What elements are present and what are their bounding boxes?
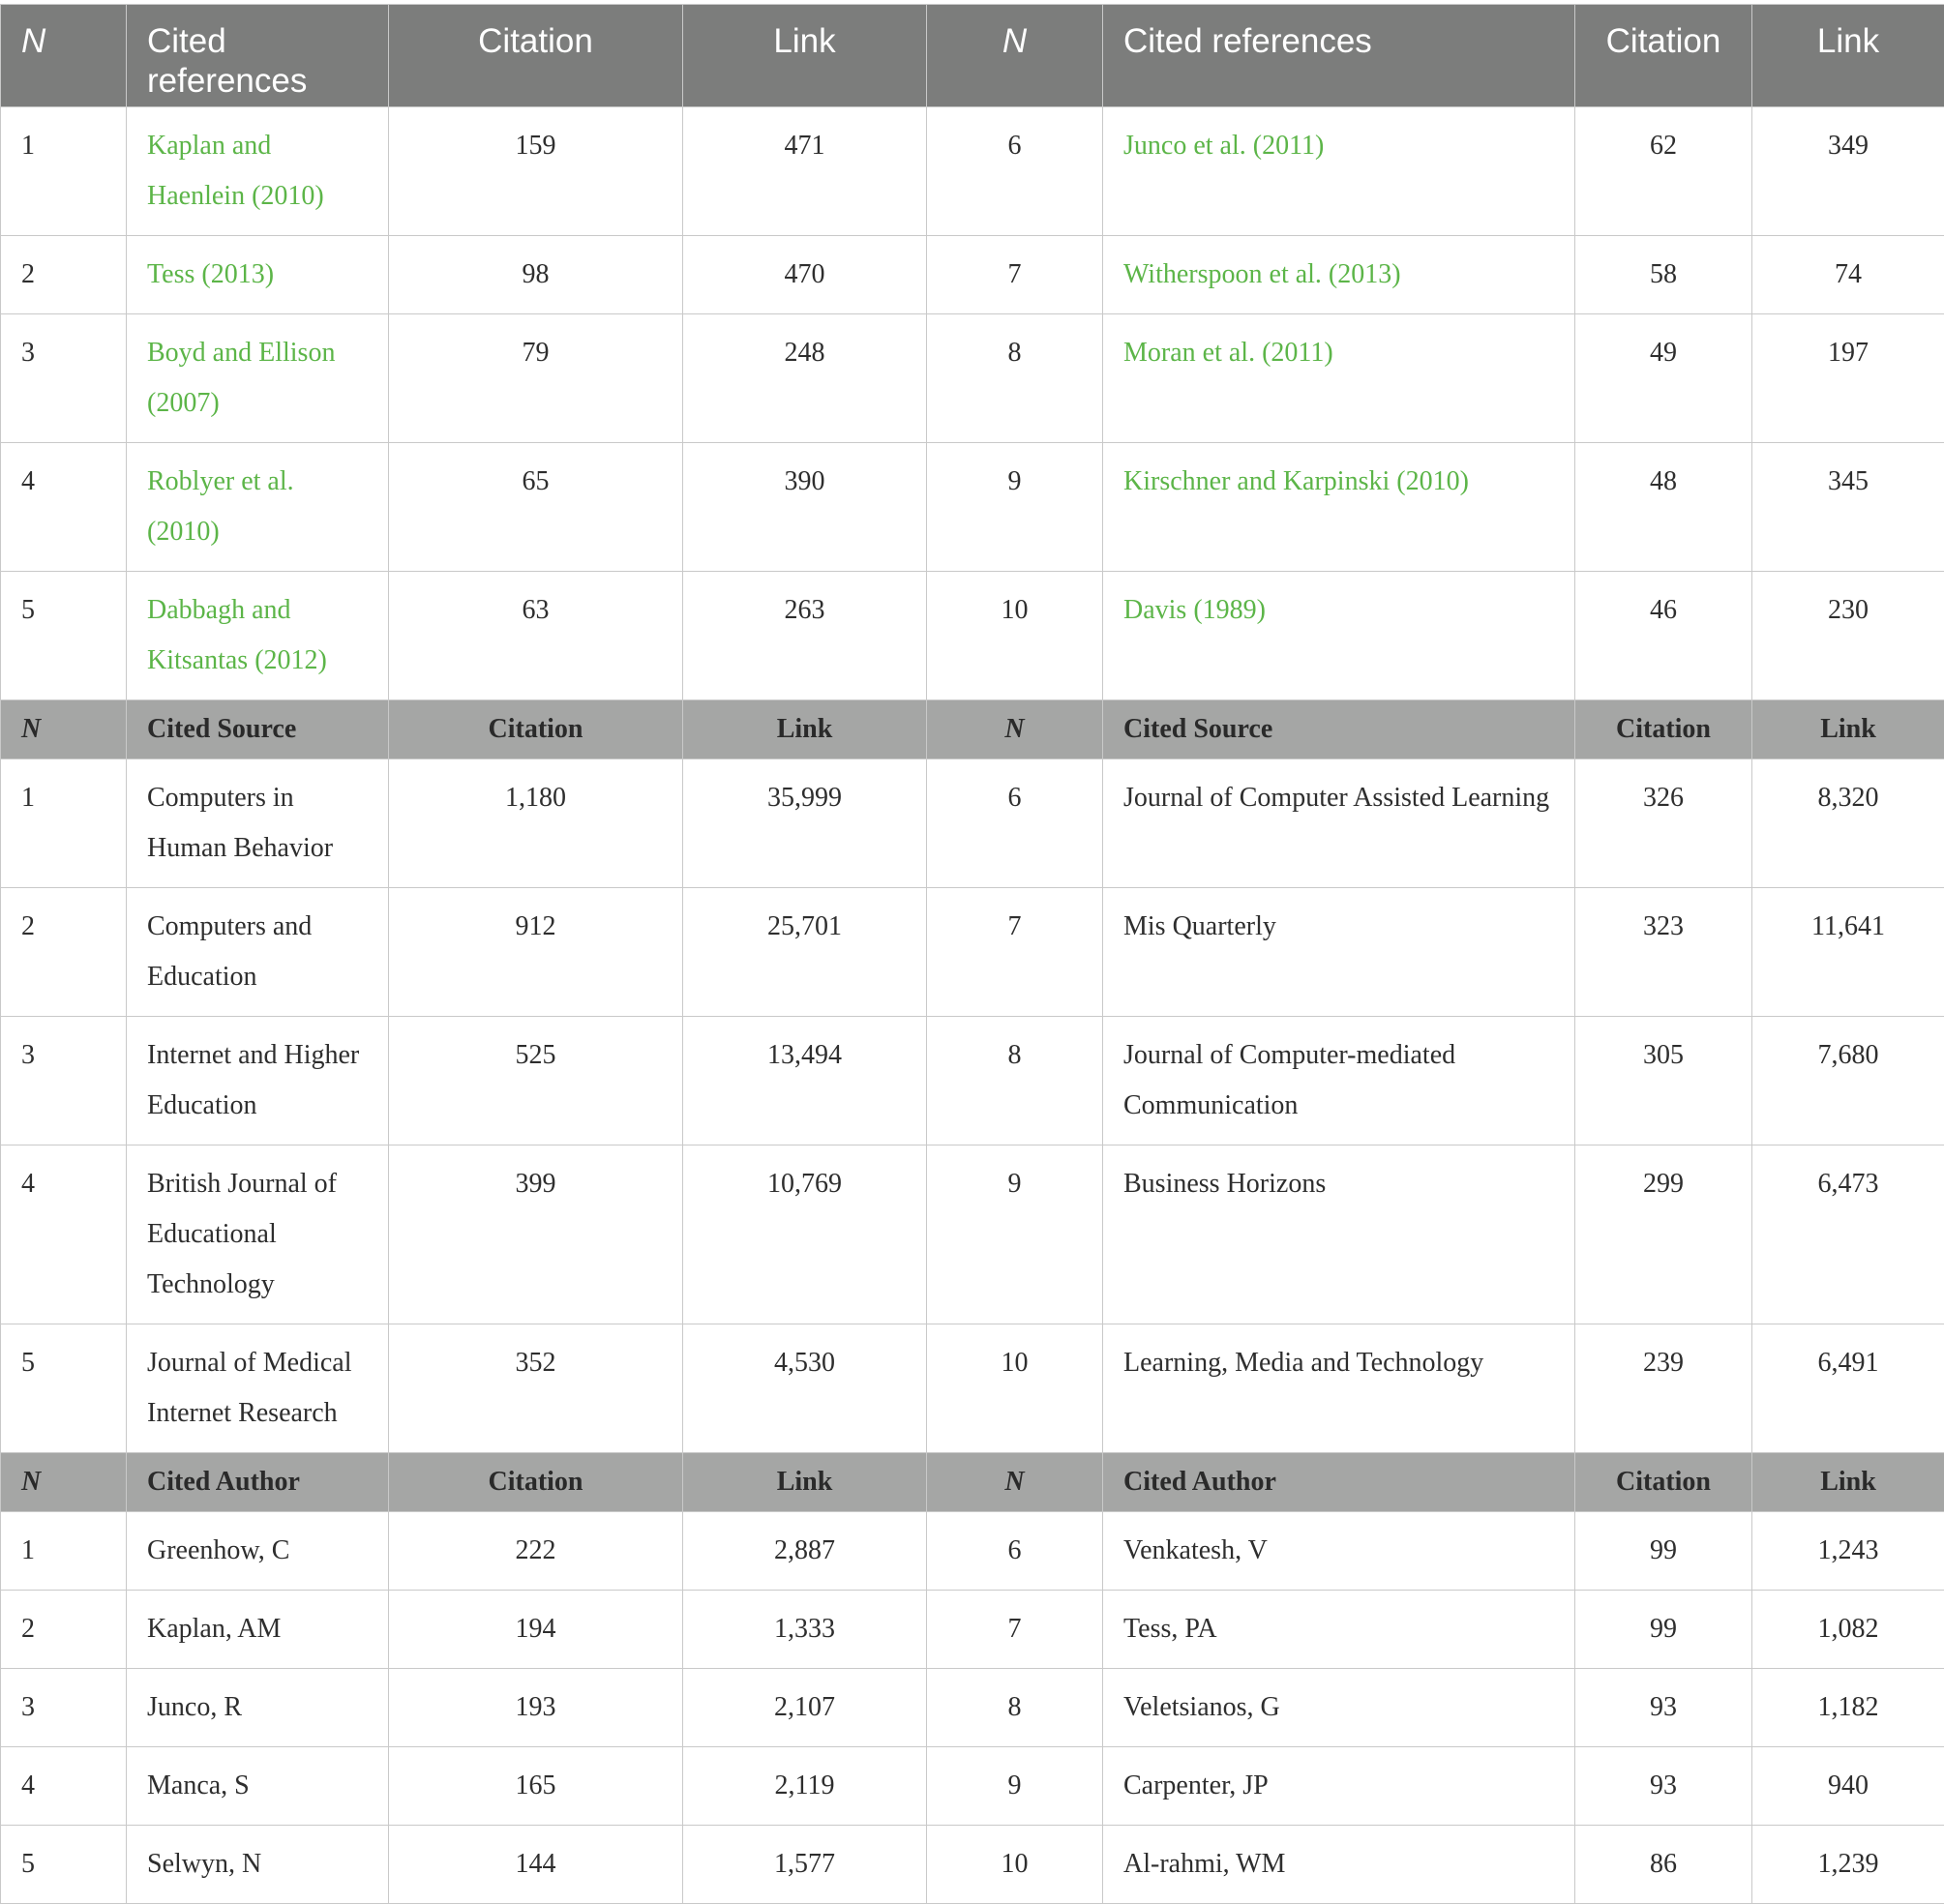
cell-n: 2: [1, 888, 127, 1017]
header-citation: Citation: [1575, 5, 1752, 107]
cell-n: 2: [1, 236, 127, 314]
header-n: N: [927, 700, 1103, 759]
header-cited-references: Cited references: [1103, 5, 1575, 107]
cell-link: 1,082: [1752, 1591, 1944, 1669]
cell-citation: 299: [1575, 1145, 1752, 1324]
cell-n: 9: [927, 1145, 1103, 1324]
cell-n: 8: [927, 1669, 1103, 1747]
cell-link: 197: [1752, 314, 1944, 443]
reference-link[interactable]: Kaplan and Haenlein (2010): [127, 107, 389, 236]
cell-n: 5: [1, 572, 127, 700]
table-header: [1, 5, 1944, 107]
header-cited-source: Cited Source: [127, 700, 389, 759]
cell-n: 1: [1, 1512, 127, 1591]
header-citation: Citation: [1575, 700, 1752, 759]
cell-citation: 525: [389, 1017, 683, 1145]
cell-citation: 99: [1575, 1512, 1752, 1591]
header-n: N: [1, 5, 127, 107]
cell-citation: 305: [1575, 1017, 1752, 1145]
table-row: [1, 1826, 1944, 1904]
cell-n: 4: [1, 1747, 127, 1826]
cell-link: 13,494: [683, 1017, 927, 1145]
table-row: [1, 107, 1944, 236]
reference-link[interactable]: Junco et al. (2011): [1103, 107, 1575, 236]
cell-n: 3: [1, 314, 127, 443]
cell-author: Greenhow, C: [127, 1512, 389, 1591]
cell-n: 7: [927, 888, 1103, 1017]
cell-citation: 323: [1575, 888, 1752, 1017]
cell-author: Tess, PA: [1103, 1591, 1575, 1669]
reference-link[interactable]: Kirschner and Karpinski (2010): [1103, 443, 1575, 572]
table-row: [1, 1324, 1944, 1453]
reference-link[interactable]: Tess (2013): [127, 236, 389, 314]
table-row: [1, 1145, 1944, 1324]
cell-citation: 352: [389, 1324, 683, 1453]
cell-n: 7: [927, 1591, 1103, 1669]
cell-link: 1,333: [683, 1591, 927, 1669]
table-row: [1, 236, 1944, 314]
cell-n: 1: [1, 759, 127, 888]
cell-citation: 165: [389, 1747, 683, 1826]
cell-n: 5: [1, 1324, 127, 1453]
cell-author: Kaplan, AM: [127, 1591, 389, 1669]
cell-link: 1,182: [1752, 1669, 1944, 1747]
cell-link: 940: [1752, 1747, 1944, 1826]
table-row: [1, 1017, 1944, 1145]
cell-n: 10: [927, 572, 1103, 700]
cell-link: 35,999: [683, 759, 927, 888]
header-n: N: [927, 5, 1103, 107]
cell-citation: 86: [1575, 1826, 1752, 1904]
table-row: [1, 1512, 1944, 1591]
section-header-cited-source: [1, 700, 1944, 759]
header-link: Link: [683, 1453, 927, 1512]
cell-n: 3: [1, 1669, 127, 1747]
header-cited-references: Cited references: [127, 5, 389, 107]
cell-author: Carpenter, JP: [1103, 1747, 1575, 1826]
reference-link[interactable]: Boyd and Ellison (2007): [127, 314, 389, 443]
cell-n: 6: [927, 107, 1103, 236]
cell-link: 6,491: [1752, 1324, 1944, 1453]
cell-citation: 58: [1575, 236, 1752, 314]
cell-citation: 1,180: [389, 759, 683, 888]
cell-source: Journal of Computer-mediated Communication: [1103, 1017, 1575, 1145]
cell-link: 230: [1752, 572, 1944, 700]
cell-link: 1,239: [1752, 1826, 1944, 1904]
header-link: Link: [1752, 5, 1944, 107]
cell-n: 10: [927, 1324, 1103, 1453]
cell-citation: 62: [1575, 107, 1752, 236]
cell-link: 25,701: [683, 888, 927, 1017]
cell-n: 1: [1, 107, 127, 236]
header-cited-source: Cited Source: [1103, 700, 1575, 759]
header-citation: Citation: [389, 1453, 683, 1512]
table-row: [1, 759, 1944, 888]
cell-n: 4: [1, 1145, 127, 1324]
header-link: Link: [683, 700, 927, 759]
header-citation: Citation: [1575, 1453, 1752, 1512]
header-link: Link: [1752, 1453, 1944, 1512]
cell-link: 74: [1752, 236, 1944, 314]
cell-n: 10: [927, 1826, 1103, 1904]
reference-link[interactable]: Moran et al. (2011): [1103, 314, 1575, 443]
reference-link[interactable]: Roblyer et al. (2010): [127, 443, 389, 572]
cell-citation: 93: [1575, 1747, 1752, 1826]
table-row: [1, 1591, 1944, 1669]
cell-source: British Journal of Educational Technology: [127, 1145, 389, 1324]
cell-link: 2,887: [683, 1512, 927, 1591]
cell-citation: 79: [389, 314, 683, 443]
header-citation: Citation: [389, 5, 683, 107]
cell-n: 9: [927, 1747, 1103, 1826]
header-citation: Citation: [389, 700, 683, 759]
cell-link: 8,320: [1752, 759, 1944, 888]
cell-link: 10,769: [683, 1145, 927, 1324]
cell-source: Computers in Human Behavior: [127, 759, 389, 888]
cell-author: Manca, S: [127, 1747, 389, 1826]
cell-link: 2,107: [683, 1669, 927, 1747]
cell-link: 11,641: [1752, 888, 1944, 1017]
cell-n: 6: [927, 1512, 1103, 1591]
table-row: [1, 572, 1944, 700]
cell-link: 1,243: [1752, 1512, 1944, 1591]
table-row: [1, 888, 1944, 1017]
cell-author: Junco, R: [127, 1669, 389, 1747]
cell-citation: 194: [389, 1591, 683, 1669]
cell-link: 471: [683, 107, 927, 236]
table-row: [1, 1747, 1944, 1826]
cell-source: Learning, Media and Technology: [1103, 1324, 1575, 1453]
reference-link[interactable]: Dabbagh and Kitsantas (2012): [127, 572, 389, 700]
cell-source: Business Horizons: [1103, 1145, 1575, 1324]
cell-citation: 99: [1575, 1591, 1752, 1669]
cell-link: 349: [1752, 107, 1944, 236]
section-header-cited-author: [1, 1453, 1944, 1512]
cell-source: Mis Quarterly: [1103, 888, 1575, 1017]
cell-link: 263: [683, 572, 927, 700]
cell-link: 7,680: [1752, 1017, 1944, 1145]
cell-link: 2,119: [683, 1747, 927, 1826]
cell-n: 3: [1, 1017, 127, 1145]
header-cited-author: Cited Author: [127, 1453, 389, 1512]
cell-n: 7: [927, 236, 1103, 314]
cell-citation: 222: [389, 1512, 683, 1591]
cell-link: 6,473: [1752, 1145, 1944, 1324]
cell-n: 2: [1, 1591, 127, 1669]
cell-n: 8: [927, 1017, 1103, 1145]
cell-citation: 193: [389, 1669, 683, 1747]
cell-n: 4: [1, 443, 127, 572]
cell-citation: 46: [1575, 572, 1752, 700]
citation-table: [0, 4, 1944, 1904]
cell-citation: 93: [1575, 1669, 1752, 1747]
cell-source: Journal of Medical Internet Research: [127, 1324, 389, 1453]
reference-link[interactable]: Witherspoon et al. (2013): [1103, 236, 1575, 314]
cell-citation: 144: [389, 1826, 683, 1904]
cell-source: Computers and Education: [127, 888, 389, 1017]
reference-link[interactable]: Davis (1989): [1103, 572, 1575, 700]
cell-citation: 63: [389, 572, 683, 700]
cell-citation: 912: [389, 888, 683, 1017]
cell-link: 345: [1752, 443, 1944, 572]
header-link: Link: [1752, 700, 1944, 759]
cell-link: 4,530: [683, 1324, 927, 1453]
cell-citation: 49: [1575, 314, 1752, 443]
cell-author: Selwyn, N: [127, 1826, 389, 1904]
cell-link: 390: [683, 443, 927, 572]
cell-citation: 239: [1575, 1324, 1752, 1453]
table-row: [1, 443, 1944, 572]
header-cited-author: Cited Author: [1103, 1453, 1575, 1512]
table-row: [1, 1669, 1944, 1747]
cell-link: 248: [683, 314, 927, 443]
cell-n: 9: [927, 443, 1103, 572]
header-link: Link: [683, 5, 927, 107]
cell-n: 5: [1, 1826, 127, 1904]
cell-author: Venkatesh, V: [1103, 1512, 1575, 1591]
cell-citation: 159: [389, 107, 683, 236]
cell-citation: 399: [389, 1145, 683, 1324]
cell-citation: 326: [1575, 759, 1752, 888]
cell-n: 8: [927, 314, 1103, 443]
header-n: N: [1, 1453, 127, 1512]
cell-link: 1,577: [683, 1826, 927, 1904]
cell-citation: 48: [1575, 443, 1752, 572]
cell-n: 6: [927, 759, 1103, 888]
cell-author: Al-rahmi, WM: [1103, 1826, 1575, 1904]
cell-source: Internet and Higher Education: [127, 1017, 389, 1145]
header-n: N: [1, 700, 127, 759]
table-row: [1, 314, 1944, 443]
cell-source: Journal of Computer Assisted Learning: [1103, 759, 1575, 888]
cell-author: Veletsianos, G: [1103, 1669, 1575, 1747]
cell-link: 470: [683, 236, 927, 314]
cell-citation: 98: [389, 236, 683, 314]
cell-citation: 65: [389, 443, 683, 572]
header-n: N: [927, 1453, 1103, 1512]
